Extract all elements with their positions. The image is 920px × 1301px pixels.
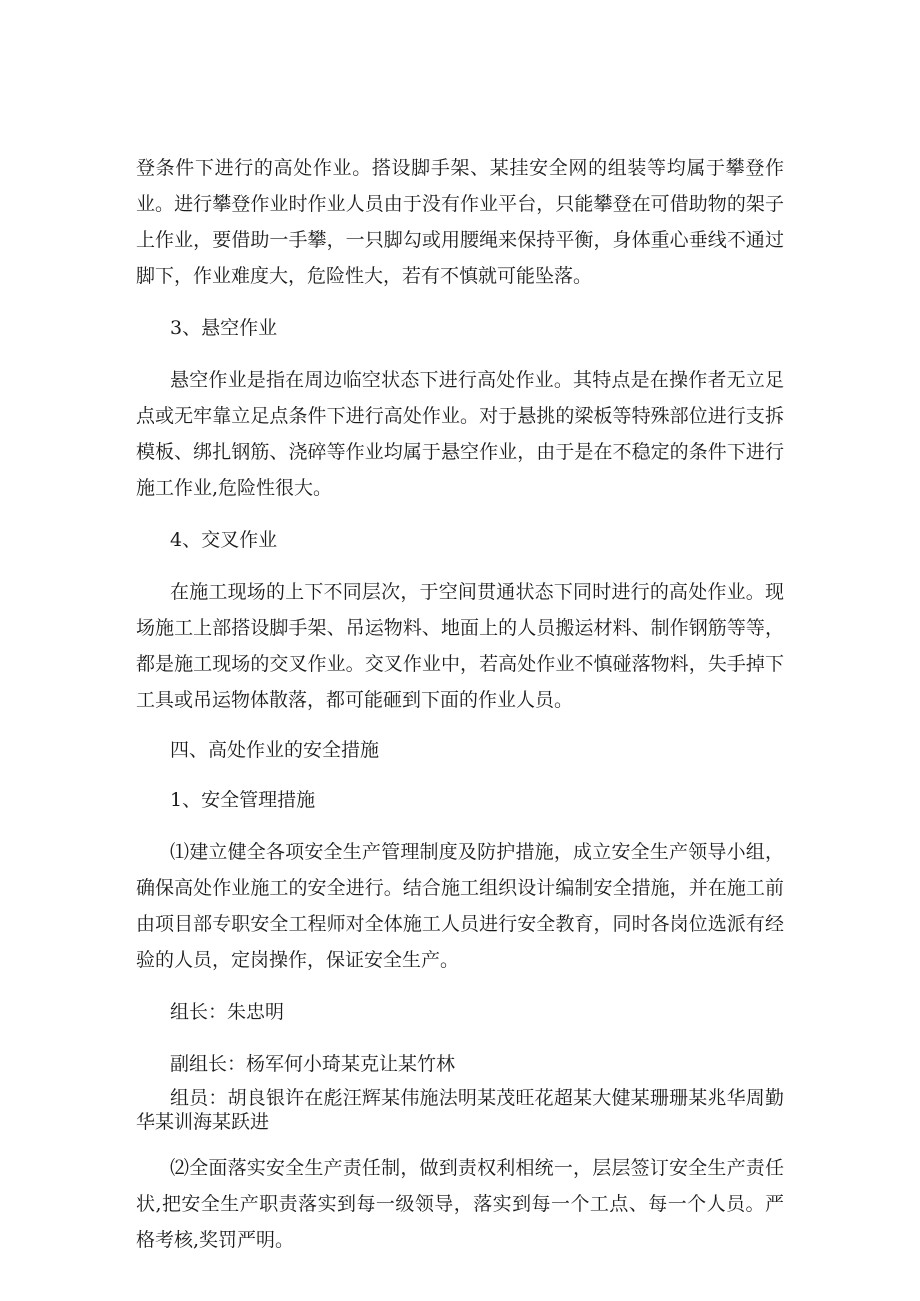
paragraph-management-system: ⑴建立健全各项安全生产管理制度及防护措施，成立安全生产领导小组，确保高处作业施工的安全进行。结合施工组织设计编制安全措施，并在施工前由项目部专职安全工程师对全体施工人员进行安全教育，同时各岗位选派有经验的人员，定岗操作，保证安全生产。 (136, 841, 784, 971)
team-members: 组员：胡良银许在彪汪辉某伟施法明某茂旺花超某大健某珊珊某兆华周勤华某训海某跃进 (136, 1087, 784, 1133)
paragraph-cross-work: 在施工现场的上下不同层次，于空间贯通状态下同时进行的高处作业。现场施工上部搭设脚手架、吊运物料、地面上的人员搬运材料、制作钢筋等等，都是施工现场的交叉作业。交叉作业中，若高处作业不慎碰落物料，失手掉下工具或吊运物体散落，都可能砸到下面的作业人员。 (136, 581, 784, 711)
heading-safety-management: 1、安全管理措施 (170, 789, 316, 811)
deputy-team-leader: 副组长：杨军何小琦某克让某竹林 (170, 1053, 456, 1075)
paragraph-responsibility-system: ⑵全面落实安全生产责任制，做到责权利相统一，层层签订安全生产责任状,把安全生产职责落实到每一级领导，落实到每一个工点、每一个人员。严格考核,奖罚严明。 (136, 1157, 784, 1251)
section-heading-safety-measures: 四、高处作业的安全措施 (170, 739, 380, 761)
heading-cross-work: 4、交叉作业 (170, 529, 278, 551)
heading-suspended-work: 3、悬空作业 (170, 317, 278, 339)
team-leader: 组长：朱忠明 (170, 1001, 285, 1023)
paragraph-suspended-work: 悬空作业是指在周边临空状态下进行高处作业。其特点是在操作者无立足点或无牢靠立足点条件下进行高处作业。对于悬挑的梁板等特殊部位进行支拆模板、绑扎钢筋、浇碎等作业均属于悬空作业，由于是在不稳定的条件下进行施工作业,危险性很大。 (136, 369, 784, 499)
paragraph-climbing-work: 登条件下进行的高处作业。搭设脚手架、某挂安全网的组装等均属于攀登作业。进行攀登作业时作业人员由于没有作业平台，只能攀登在可借助物的架子上作业，要借助一手攀，一只脚勾或用腰绳来保持平衡，身体重心垂线不通过脚下，作业难度大，危险性大，若有不慎就可能坠落。 (136, 157, 784, 287)
document-page (136, 150, 784, 1258)
